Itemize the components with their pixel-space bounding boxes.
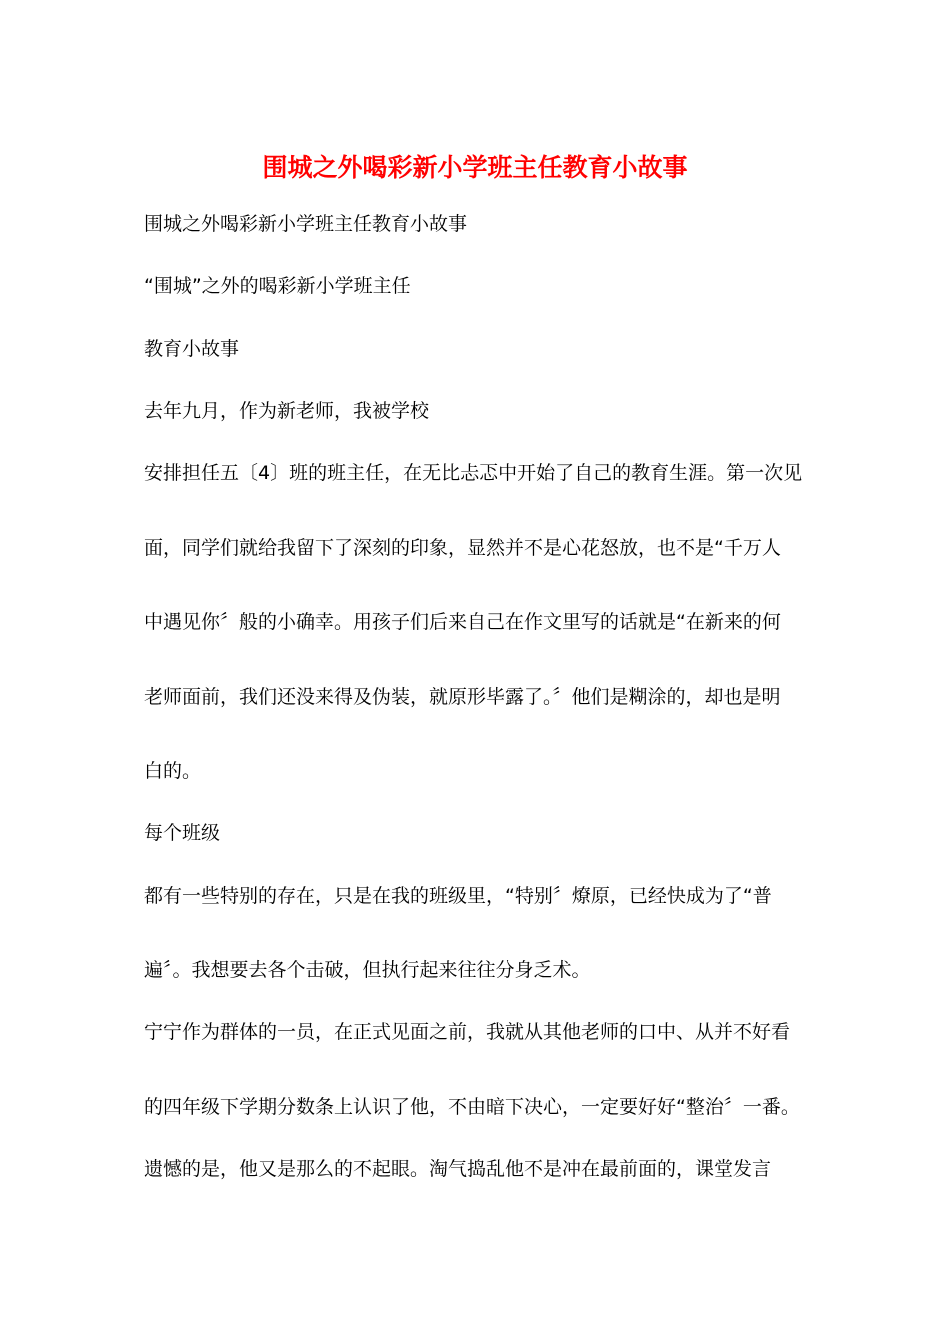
paragraph-line-1: 围城之外喝彩新小学班主任教育小故事 (144, 213, 468, 235)
paragraph-line-2: “围城”之外的喝彩新小学班主任 (144, 275, 411, 297)
paragraph-line-14: 的四年级下学期分数条上认识了他，不由暗下决心，一定要好好“整治〞一番。 (144, 1096, 800, 1118)
paragraph-line-3: 教育小故事 (144, 338, 240, 360)
paragraph-line-12: 遍〞。我想要去各个击破，但执行起来往往分身乏术。 (144, 959, 591, 981)
paragraph-line-8: 老师面前，我们还没来得及伪装，就原形毕露了。〞他们是糊涂的，却也是明 (144, 686, 781, 708)
paragraph-line-9: 白的。 (144, 760, 202, 782)
paragraph-line-10: 每个班级 (144, 822, 221, 844)
paragraph-line-15: 遗憾的是，他又是那么的不起眼。淘气捣乱他不是冲在最前面的，课堂发言 (144, 1158, 772, 1180)
paragraph-line-4: 去年九月，作为新老师，我被学校 (144, 400, 430, 422)
document-title: 围城之外喝彩新小学班主任教育小故事 (262, 153, 688, 182)
paragraph-line-7: 中遇见你〞般的小确幸。用孩子们后来自己在作文里写的话就是“在新来的何 (144, 611, 781, 633)
paragraph-line-6: 面，同学们就给我留下了深刻的印象，显然并不是心花怒放，也不是“千万人 (144, 537, 781, 559)
paragraph-line-11: 都有一些特别的存在，只是在我的班级里，“特别〞燎原，已经快成为了“普 (144, 885, 772, 907)
paragraph-line-5: 安排担任五〔4〕班的班主任，在无比忐忑中开始了自己的教育生涯。第一次见 (144, 462, 803, 484)
paragraph-line-13: 宁宁作为群体的一员，在正式见面之前，我就从其他老师的口中、从并不好看 (144, 1021, 791, 1043)
